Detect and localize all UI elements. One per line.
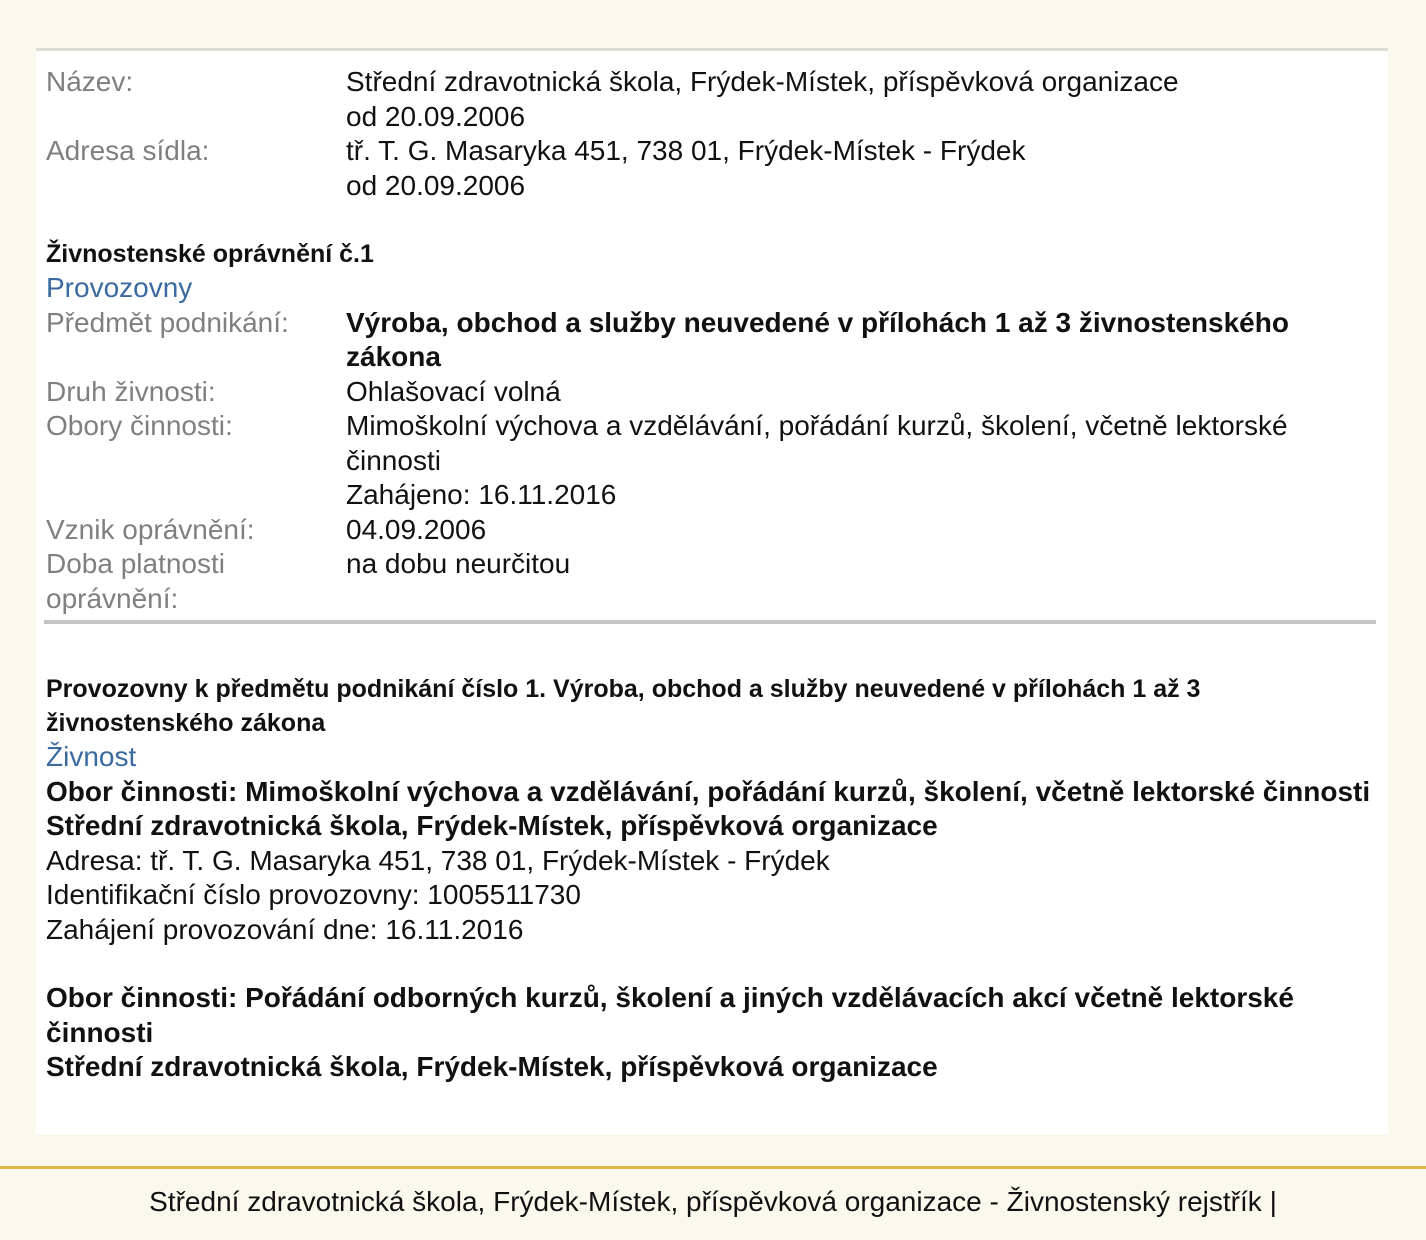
type-label: Druh živnosti: bbox=[46, 375, 216, 407]
type-value: Ohlašovací volná bbox=[346, 375, 561, 407]
company-address: tř. T. G. Masaryka 451, 738 01, Frýdek-Místek - Frýdek bbox=[346, 135, 1026, 166]
establishment-id: Identifikační číslo provozovny: 1005511730 bbox=[46, 879, 581, 910]
detail-panel bbox=[36, 48, 1388, 1134]
company-name-since: od 20.09.2006 bbox=[346, 100, 526, 132]
establishment-item bbox=[46, 981, 1378, 1085]
origin-row bbox=[46, 513, 1378, 548]
validity-label: Doba platnosti oprávnění: bbox=[46, 548, 226, 614]
type-row bbox=[46, 375, 1378, 410]
page-footer bbox=[0, 1166, 1426, 1240]
establishment-item bbox=[46, 775, 1378, 948]
license-title: Živnostenské oprávnění č.1 bbox=[46, 240, 374, 268]
fields-value: Mimoškolní výchova a vzdělávání, pořádání kurzů, školení, včetně lektorské činnosti bbox=[346, 410, 1288, 476]
address-label: Adresa sídla: bbox=[46, 135, 210, 166]
fields-started: Zahájeno: 16.11.2016 bbox=[346, 479, 617, 510]
subject-label: Předmět podnikání: bbox=[46, 306, 289, 338]
company-info bbox=[46, 65, 1378, 203]
fields-row bbox=[46, 409, 1378, 513]
establishment-name: Střední zdravotnická škola, Frýdek-Místek, příspěvková organizace bbox=[46, 1051, 938, 1082]
subject-value: Výroba, obchod a služby neuvedené v přílohách 1 až 3 živnostenského zákona bbox=[346, 306, 1289, 372]
origin-value: 04.09.2006 bbox=[346, 513, 487, 545]
name-label: Název: bbox=[46, 66, 134, 97]
address-row bbox=[46, 134, 1378, 203]
validity-value: na dobu neurčitou bbox=[346, 548, 571, 579]
name-row bbox=[46, 65, 1378, 134]
origin-label: Vznik oprávnění: bbox=[46, 513, 255, 545]
establishment-name: Střední zdravotnická škola, Frýdek-Místek, příspěvková organizace bbox=[46, 810, 938, 841]
establishment-field: Obor činnosti: Mimoškolní výchova a vzdělávání, pořádání kurzů, školení, včetně lektorské činnosti bbox=[46, 775, 1371, 807]
footer-text: Střední zdravotnická škola, Frýdek-Místek, příspěvková organizace - Živnostenský rejstřík | bbox=[149, 1186, 1277, 1217]
establishment-address: Adresa: tř. T. G. Masaryka 451, 738 01, Frýdek-Místek - Frýdek bbox=[46, 844, 830, 876]
establishments-title: Provozovny k předmětu podnikání číslo 1. Výroba, obchod a služby neuvedené v přílohách 1 až 3 živnostenského zákona bbox=[46, 675, 1201, 737]
subject-row bbox=[46, 306, 1378, 375]
establishment-field: Obor činnosti: Pořádání odborných kurzů, školení a jiných vzdělávacích akcí včetně lektorské činnosti bbox=[46, 982, 1294, 1048]
fields-label: Obory činnosti: bbox=[46, 410, 233, 441]
company-address-since: od 20.09.2006 bbox=[346, 169, 526, 201]
zivnost-link[interactable]: Živnost bbox=[46, 741, 137, 772]
company-name: Střední zdravotnická škola, Frýdek-Místek, příspěvková organizace bbox=[346, 66, 1179, 97]
establishment-start: Zahájení provozování dne: 16.11.2016 bbox=[46, 913, 524, 945]
validity-row bbox=[46, 547, 1378, 616]
provozovny-link[interactable]: Provozovny bbox=[46, 272, 193, 303]
